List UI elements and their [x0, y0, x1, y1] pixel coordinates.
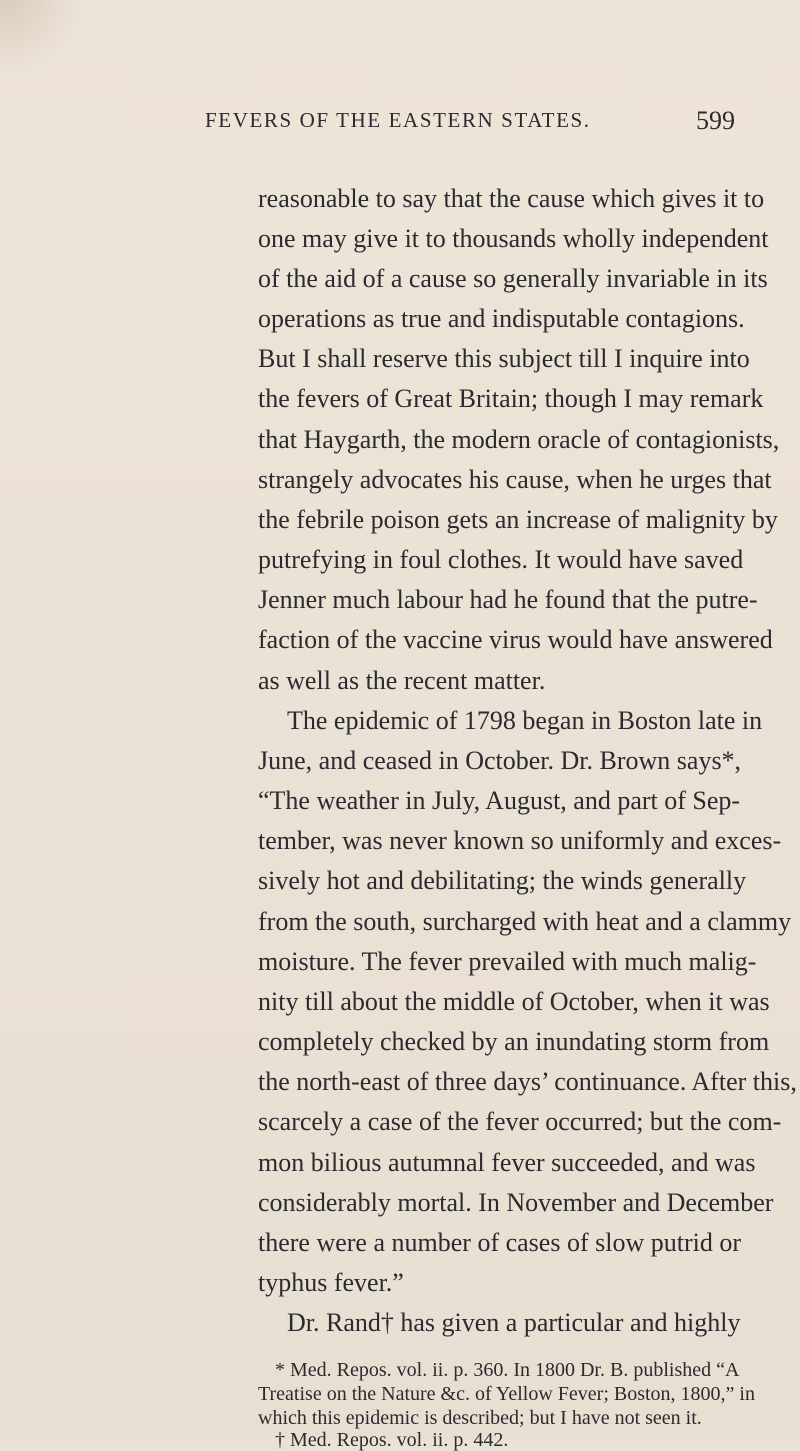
- footnote-line: Treatise on the Nature &c. of Yellow Fever; Boston, 1800,” in: [258, 1383, 755, 1405]
- text-line: completely checked by an inundating storm from: [258, 1027, 770, 1056]
- text-line: one may give it to thousands wholly independent: [258, 224, 769, 253]
- text-line: mon bilious autumnal fever succeeded, and was: [258, 1148, 756, 1177]
- text-line: from the south, surcharged with heat and a clammy: [258, 907, 792, 936]
- text-line: putrefying in foul clothes. It would have saved: [258, 545, 744, 574]
- footnote-line: † Med. Repos. vol. ii. p. 442.: [275, 1429, 509, 1451]
- text-line: the fevers of Great Britain; though I may remark: [258, 384, 764, 413]
- text-line: faction of the vaccine virus would have answered: [258, 625, 773, 654]
- text-line: But I shall reserve this subject till I inquire into: [258, 344, 750, 373]
- paragraph-start-line: Dr. Rand† has given a particular and highly: [287, 1308, 741, 1337]
- text-line: scarcely a case of the fever occurred; but the com-: [258, 1107, 782, 1136]
- text-line: typhus fever.”: [258, 1268, 404, 1297]
- text-line: there were a number of cases of slow putrid or: [258, 1228, 741, 1257]
- text-line: nity till about the middle of October, when it was: [258, 987, 770, 1016]
- paragraph-start-line: The epidemic of 1798 began in Boston late in: [287, 706, 763, 735]
- text-line: the north-east of three days’ continuance. After this,: [258, 1067, 797, 1096]
- text-line: that Haygarth, the modern oracle of contagionists,: [258, 425, 780, 454]
- text-line: considerably mortal. In November and December: [258, 1188, 774, 1217]
- text-line: operations as true and indisputable contagions.: [258, 304, 745, 333]
- running-title: FEVERS OF THE EASTERN STATES.: [205, 108, 591, 132]
- text-line: sively hot and debilitating; the winds generally: [258, 866, 747, 895]
- text-line: “The weather in July, August, and part of Sep-: [258, 786, 741, 815]
- text-line: June, and ceased in October. Dr. Brown says*,: [258, 746, 742, 775]
- text-line: the febrile poison gets an increase of malignity by: [258, 505, 778, 534]
- text-line: of the aid of a cause so generally invariable in its: [258, 264, 768, 293]
- footnote-line: * Med. Repos. vol. ii. p. 360. In 1800 Dr. B. published “A: [275, 1359, 740, 1381]
- footnote-line: which this epidemic is described; but I have not seen it.: [258, 1407, 702, 1429]
- text-line: strangely advocates his cause, when he urges that: [258, 465, 772, 494]
- text-line: tember, was never known so uniformly and exces-: [258, 826, 782, 855]
- text-line: as well as the recent matter.: [258, 666, 546, 695]
- text-line: reasonable to say that the cause which gives it to: [258, 184, 765, 213]
- page-number: 599: [696, 106, 735, 135]
- text-line: Jenner much labour had he found that the putre-: [258, 585, 758, 614]
- text-line: moisture. The fever prevailed with much malig-: [258, 947, 757, 976]
